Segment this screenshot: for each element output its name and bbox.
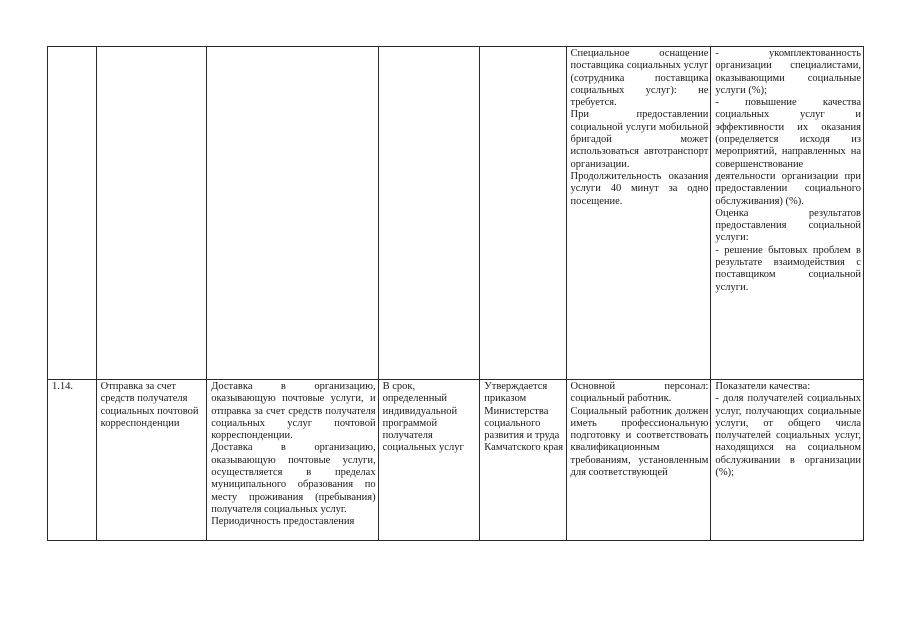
quality-paragraph: - решение бытовых проблем в результате взаимодействия с поставщиком социальной услуги.: [715, 244, 861, 293]
table-row-continuation: [48, 47, 864, 380]
conditions-paragraph: Социальный работник должен иметь профессиональную подготовку и соответствовать квалификационным требованиям, установленным для соответствующей: [570, 405, 709, 479]
cell-quality: [711, 380, 864, 541]
cell-service-name: [96, 380, 207, 541]
quality-paragraph: - укомплектованность организации специалистами, оказывающими социальные услуги (%);: [715, 48, 861, 96]
description-paragraph: Доставка в организацию, оказывающую почтовые услуги, и отправка за счет средств получателя социальных услуг почтовой корреспонденции.: [211, 381, 376, 442]
conditions-paragraph: При предоставлении социальной услуги мобильной бригадой может использоваться автотранспорт организации.: [570, 109, 709, 170]
table-row-1-14: [48, 380, 864, 541]
row-number: 1.14.: [52, 381, 73, 392]
conditions-paragraph: Продолжительность оказания услуги 40 минут за одно посещение.: [570, 170, 709, 207]
quality-paragraph: Показатели качества:: [715, 381, 811, 392]
cell-number: [48, 380, 97, 541]
cell-timing: [378, 47, 480, 380]
description-paragraph: Доставка в организацию, оказывающую почтовые услуги, осуществляется в пределах муниципального образования по месту проживания (пребывания) получателя социальных услуг.: [211, 442, 376, 515]
cell-conditions: [566, 380, 711, 541]
quality-paragraph: Оценка результатов предоставления социальной услуги:: [715, 207, 861, 244]
quality-paragraph: - повышение качества социальных услуг и эффективности их оказания (определяется исходя из мероприятий, направленных на совершенствование деятельности организации при предоставлении социального обслуживания) (%).: [715, 97, 861, 207]
cell-service-name: [96, 47, 207, 380]
conditions-paragraph: Основной персонал: социальный работник.: [570, 381, 709, 405]
quality-paragraph: - доля получателей социальных услуг, получающих социальные услуги, от общего числа получателей социальных услуг, находящихся на социальном обслуживании в организации (%);: [715, 393, 861, 479]
services-table: [47, 46, 864, 541]
cell-rate: [480, 380, 566, 541]
cell-service-description: [207, 47, 378, 380]
cell-service-description: [207, 380, 378, 541]
timing-text: В срок, определенный индивидуальной программой получателя социальных услуг: [382, 381, 464, 454]
cell-rate: [480, 47, 566, 380]
service-name: Отправка за счет средств получателя социальных почтовой корреспонденции: [100, 381, 199, 429]
cell-timing: [378, 380, 480, 541]
cell-conditions: [566, 47, 711, 380]
description-paragraph: Периодичность предоставления: [211, 516, 355, 528]
cell-number: [48, 47, 97, 380]
cell-quality: [711, 47, 864, 380]
rate-text: Утверждается приказом Министерства социального развития и труда Камчатского края: [484, 381, 564, 454]
conditions-paragraph: Специальное оснащение поставщика социальных услуг (сотрудника поставщика социальных услуг): не требуется.: [570, 48, 709, 109]
